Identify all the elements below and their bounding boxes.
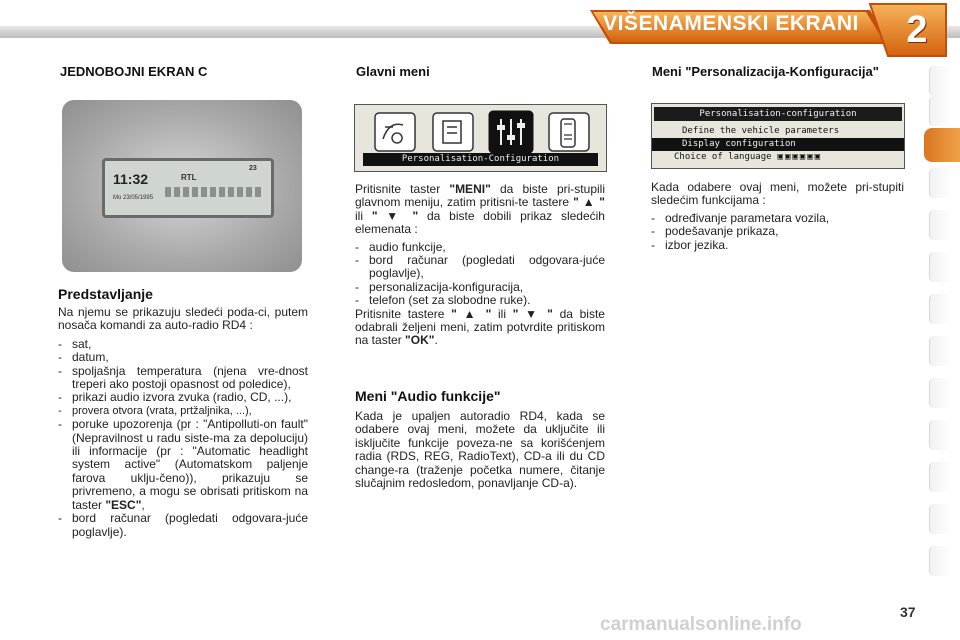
chapter-number: 2	[906, 9, 928, 51]
trip-computer-icon	[433, 113, 473, 151]
chapter-tab[interactable]	[929, 420, 952, 450]
display-photo	[62, 100, 302, 272]
list-item: - sat,	[58, 336, 92, 351]
main-menu-caption: Personalisation-Configuration	[363, 153, 598, 166]
list-item: - određivanje parametara vozila,	[651, 210, 830, 225]
personalisation-screen	[651, 103, 905, 169]
list-item-text: sat,	[72, 336, 92, 351]
list-item-text: određivanje parametara vozila,	[665, 210, 830, 225]
screen-time: 11:32	[113, 171, 149, 187]
chapter-tab[interactable]	[929, 252, 952, 282]
monochrome-screen	[102, 158, 274, 218]
section-heading-audio-menu: Meni "Audio funkcije"	[355, 388, 501, 404]
list-item: - provera otvora (vrata, prtžaljnika, ...),	[58, 404, 252, 417]
list-item-text: spoljašnja temperatura (njena vre-dnost treperi ako postoji opasnost od poledice),	[72, 363, 308, 392]
screen-date: Mo 23/05/1995	[113, 195, 154, 201]
list-item-text: telefon (set za slobodne ruke).	[369, 293, 531, 308]
list-item-text: bord računar (pogledati odgovara-juće poglavlje).	[72, 511, 308, 539]
list-item-text: bord računar (pogledati odgovara-juće poglavlje),	[369, 253, 605, 281]
chapter-tab[interactable]	[929, 294, 952, 324]
intro-text-block	[58, 306, 308, 539]
screen-title: Personalisation-configuration	[654, 107, 902, 121]
list-item-text: provera otvora (vrata, prtžaljnika, ...),	[72, 404, 252, 417]
text-run: Pritisnite tastere	[355, 306, 445, 321]
settings-icon	[489, 111, 533, 153]
section-heading-screen-c: JEDNOBOJNI EKRAN C	[60, 64, 208, 79]
list-item: - telefon (set za slobodne ruke).	[355, 293, 531, 308]
chapter-tab[interactable]	[929, 462, 952, 492]
chapter-tab[interactable]	[929, 66, 952, 96]
list-item: - datum,	[58, 350, 109, 365]
chapter-tab[interactable]	[929, 546, 952, 576]
key-label-down: " ▼ "	[371, 208, 419, 223]
section-heading-main-menu: Glavni meni	[356, 64, 430, 79]
section-heading-personalisation: Meni "Personalizacija-Konfiguracija"	[652, 64, 879, 79]
intro-paragraph: Na njemu se prikazuju sledeći poda-ci, putem nosača komandi za auto-radio RD4 :	[58, 305, 308, 333]
section-heading-intro: Predstavljanje	[58, 286, 153, 302]
chapter-tab[interactable]	[929, 336, 952, 366]
list-item: - spoljašnja temperatura (njena vre-dnost treperi ako postoji opasnost od poledice),	[58, 363, 308, 392]
phone-icon	[549, 113, 589, 151]
chapter-tab[interactable]	[929, 378, 952, 408]
list-item-text: personalizacija-konfiguracija,	[369, 279, 524, 294]
page-number: 37	[900, 604, 916, 620]
personalisation-text-block	[651, 181, 904, 252]
list-item-text: izbor jezika.	[665, 237, 729, 252]
punctuation: ,	[141, 497, 145, 512]
audio-icon	[375, 113, 415, 151]
chapter-tab[interactable]	[929, 96, 952, 126]
audio-menu-paragraph: Kada je upaljen autoradio RD4, kada se odabere ovaj meni, možete da uključite ili isključite funkcije poveza-ne sa korišćenjem radia (RDS, REG, RadioText), CD-a ili du CD change-ra (traženje početka numere, čitanje slučajnim redosledom, ponavljanje CD-a).	[355, 409, 605, 491]
text-run: ili	[355, 208, 363, 223]
punctuation: .	[434, 333, 438, 348]
screen-row-text: Choice of language	[674, 152, 772, 162]
list-item-text: poruke upozorenja (pr : "Antipolluti-on fault" (Nepravilnost u radu siste-ma za depoluciju) ili informacije (pr : "Automatic headlight system active" (Automatskom paljenje farova uklju-čeno)), prikazuju se privremeno, a mogu se obrisati pritiskom na taster	[72, 417, 308, 512]
chapter-tab[interactable]	[929, 210, 952, 240]
screen-row: Define the vehicle parameters	[682, 126, 840, 136]
list-item-text: podešavanje prikaza,	[665, 224, 779, 239]
list-item: - audio funkcije,	[355, 239, 446, 254]
key-label-down: " ▼ "	[512, 306, 553, 321]
main-menu-screen	[354, 104, 607, 172]
list-item: - bord računar (pogledati odgovara-juće poglavlje),	[355, 253, 605, 281]
list-item: - izbor jezika.	[651, 237, 729, 252]
key-label-up: " ▲ "	[573, 195, 605, 210]
watermark: carmanualsonline.info	[600, 614, 802, 635]
list-item: - prikazi audio izvora zvuka (radio, CD, ...),	[58, 390, 292, 405]
chapter-tab[interactable]	[929, 168, 952, 198]
list-item-text: audio funkcije,	[369, 239, 446, 254]
list-item: - bord računar (pogledati odgovara-juće poglavlje).	[58, 511, 308, 539]
key-label-menu: "MENI"	[449, 182, 491, 196]
main-menu-text-block	[355, 183, 605, 348]
screen-row-selected: Display configuration	[652, 138, 904, 151]
key-label-ok: "OK"	[405, 333, 435, 348]
language-flags-icon: ▣▣▣▣▣▣	[777, 152, 823, 162]
screen-temp: 23	[249, 165, 257, 172]
text-run: da biste dobili prikaz sledećih elemenata :	[355, 208, 605, 237]
key-label-up: " ▲ "	[451, 306, 492, 321]
text-run: da biste odabrali željeni meni, zatim potvrdite pritiskom na taster	[355, 306, 605, 348]
select-menu-paragraph	[355, 308, 605, 348]
list-item-text: datum,	[72, 350, 109, 365]
key-label-esc: "ESC"	[105, 497, 142, 512]
text-run: ili	[498, 306, 506, 321]
text-run: da biste pri-stupili glavnom meniju, zatim pritisni-te tastere	[355, 182, 605, 210]
main-menu-paragraph	[355, 183, 605, 237]
list-item: - podešavanje prikaza,	[651, 224, 779, 239]
list-item: - poruke upozorenja (pr : "Antipolluti-on fault" (Nepravilnost u radu siste-ma za depoluciju) ili informacije (pr : "Automatic headlight system active" (Automatskom paljenje farova uklju-čeno)), prikazuju se privremeno, a mogu se obrisati pritiskom na taster "ESC",	[58, 417, 308, 512]
chapter-tab-active[interactable]	[924, 128, 960, 162]
screen-row	[652, 151, 904, 164]
page-title: VIŠENAMENSKI EKRANI	[603, 12, 859, 35]
screen-radio: RTL	[181, 173, 197, 182]
chapter-tab[interactable]	[929, 504, 952, 534]
personalisation-intro: Kada odabere ovaj meni, možete pri-stupiti sledećim funkcijama :	[651, 180, 904, 208]
screen-info-lines	[165, 187, 261, 197]
text-run: Pritisnite taster	[355, 182, 441, 196]
list-item: - personalizacija-konfiguracija,	[355, 279, 524, 294]
list-item-text: prikazi audio izvora zvuka (radio, CD, ...),	[72, 390, 292, 405]
